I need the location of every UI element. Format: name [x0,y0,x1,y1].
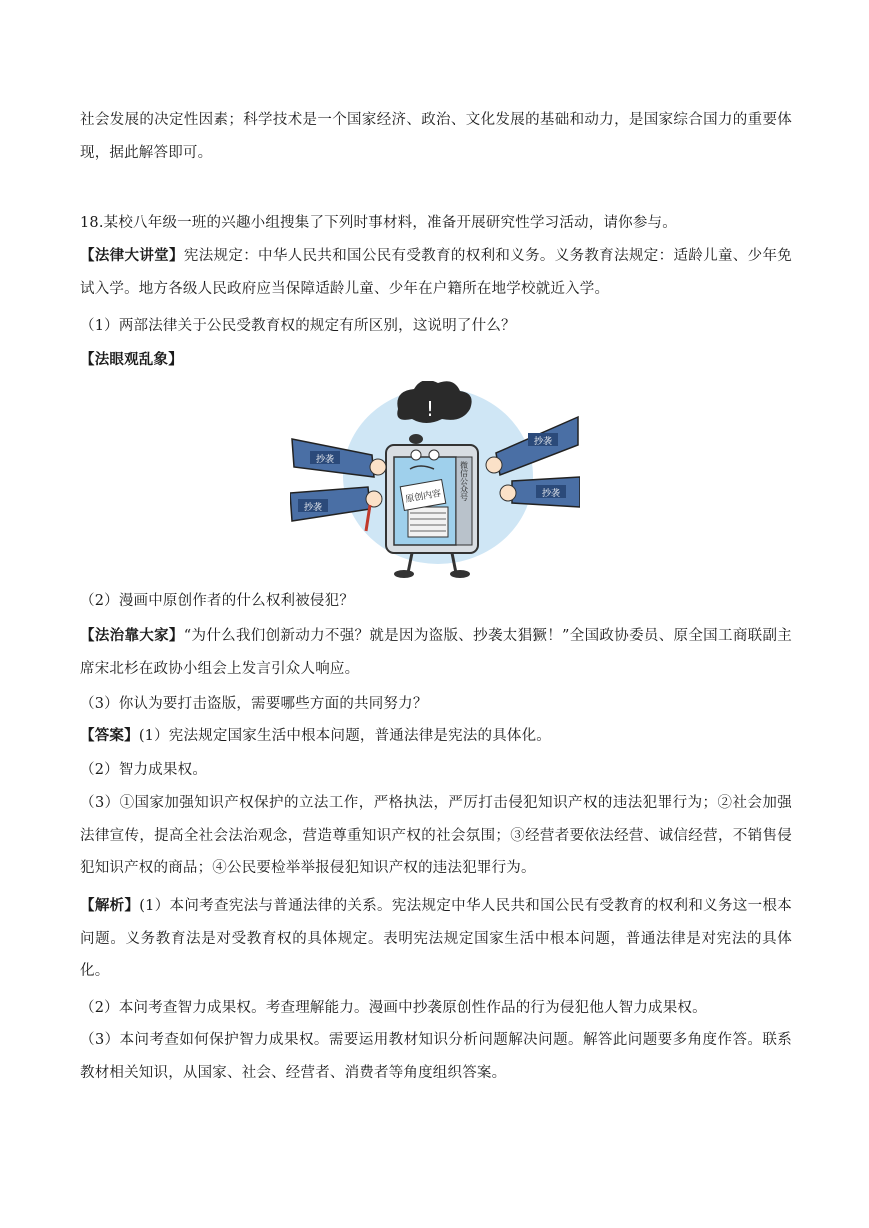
law-lecture-text: 宪法规定：中华人民共和国公民有受教育的权利和义务。义务教育法规定：适龄儿童、少年免试入学。地方各级人民政府应当保障适龄儿童、少年在户籍所在地学校就近入学。 [80,248,792,297]
intro-paragraph: 社会发展的决定性因素；科学技术是一个国家经济、政治、文化发展的基础和动力，是国家综合国力的重要体现，据此解答即可。 [80,112,792,161]
analysis-1: 【解析】(1）本问考查宪法与普通法律的关系。宪法规定中华人民共和国公民有受教育的权利和义务这一根本问题。义务教育法是对受教育权的具体规定。表明宪法规定国家生活中根本问题，普通法律是对宪法的具体化。 [80,897,792,979]
answer-3: （3）①国家加强知识产权保护的立法工作，严格执法，严厉打击侵犯知识产权的违法犯罪行为；②社会加强法律宣传，提高全社会法治观念，营造尊重知识产权的社会氛围；③经营者要依法经营、诚信经营，不销售侵犯知识产权的商品；④公民要检举举报侵犯知识产权的违法犯罪行为。 [80,795,792,876]
rule-of-law-label: 【法治靠大家】 [80,627,184,644]
question-1: （1）两部法律关于公民受教育权的规定有所区别，这说明了什么？ [80,318,516,334]
question-18-title: 18.某校八年级一班的兴趣小组搜集了下列时事材料，准备开展研究性学习活动，请你参与。 [80,215,677,231]
answer-2: （2）智力成果权。 [80,762,208,778]
copy-label-right-bottom: 抄袭 [541,489,561,499]
answer-label: 【答案】 [80,727,139,744]
analysis-2: （2）本问考查智力成果权。考查理解能力。漫画中抄袭原创性作品的行为侵犯他人智力成果权。 [80,1000,707,1016]
copy-label-left-bottom: 抄袭 [303,503,323,513]
copy-label-left-top: 抄袭 [315,455,335,465]
question-3: （3）你认为要打击盗版，需要哪些方面的共同努力？ [80,696,428,712]
rule-of-law-paragraph [80,620,792,685]
rule-of-law-text: “为什么我们创新动力不强？就是因为盗版、抄袭太猖獗！”全国政协委员、原全国工商联副主席宋北杉在政协小组会上发言引众人响应。 [80,628,792,677]
chaos-label: 【法眼观乱象】 [80,351,183,368]
law-lecture-label: 【法律大讲堂】 [80,247,184,264]
analysis-label: 【解析】 [80,897,140,914]
analysis-3: （3）本问考查如何保护智力成果权。需要运用教材知识分析问题解决问题。解答此问题要多角度作答。联系教材相关知识，从国家、社会、经营者、消费者等角度组织答案。 [80,1032,792,1081]
copy-label-right-top: 抄袭 [533,437,553,447]
bubble-mark: ! [425,397,435,421]
wechat-label: 微信公众号 [459,461,469,501]
law-lecture-paragraph [80,240,792,305]
question-2: （2）漫画中原创作者的什么权利被侵犯？ [80,593,355,609]
original-content-label: 原创内容 [404,488,442,506]
answer-1: 【答案】(1）宪法规定国家生活中根本问题，普通法律是宪法的具体化。 [80,727,551,744]
plagiarism-cartoon [290,381,580,579]
